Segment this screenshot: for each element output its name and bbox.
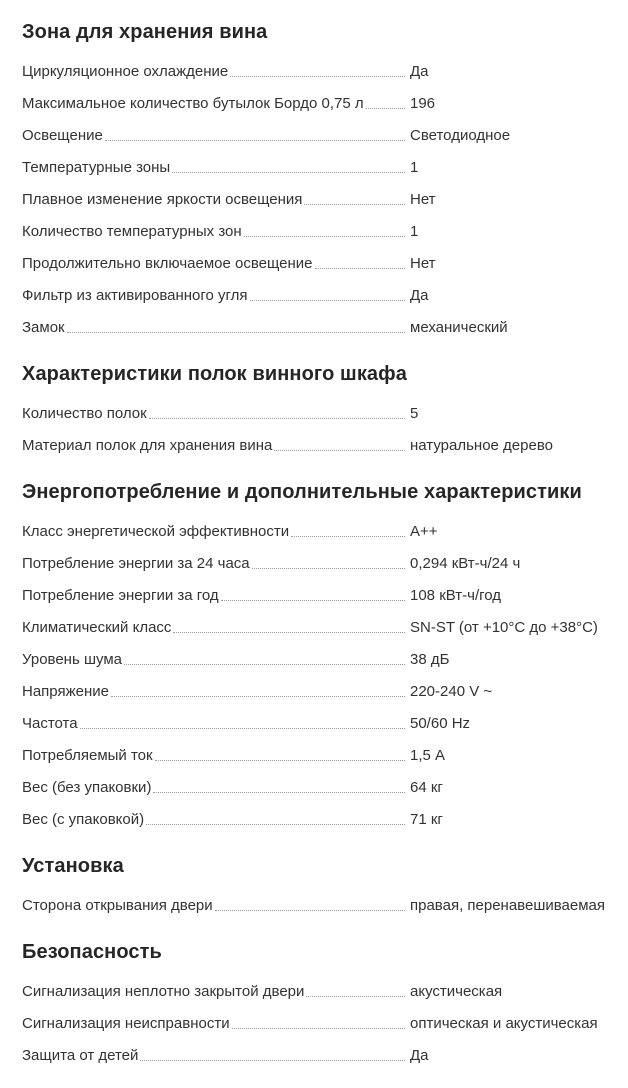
spec-value: 50/60 Hz (410, 715, 471, 732)
spec-value: 1 (410, 223, 419, 240)
leader-dots (291, 536, 405, 537)
spec-label: Защита от детей (22, 1047, 139, 1064)
section-rows (22, 522, 610, 830)
section-title: Характеристики полок винного шкафа (22, 363, 407, 385)
spec-row (22, 650, 610, 670)
spec-value: акустическая (410, 983, 503, 1000)
section-rows (22, 62, 610, 338)
leader-dots (173, 632, 405, 633)
spec-row-left (22, 982, 410, 1002)
spec-row-left (22, 714, 410, 734)
spec-row-left (22, 318, 410, 338)
spec-value: оптическая и акустическая (410, 1015, 598, 1032)
spec-row-left (22, 778, 410, 798)
spec-label: Сигнализация неисправности (22, 1015, 230, 1032)
spec-value: Да (410, 63, 429, 80)
spec-row (22, 190, 610, 210)
spec-row (22, 682, 610, 702)
spec-row-left (22, 586, 410, 606)
spec-row (22, 982, 610, 1002)
spec-row (22, 62, 610, 82)
leader-dots (124, 664, 405, 665)
spec-value: Нет (410, 191, 436, 208)
spec-row-left (22, 618, 410, 638)
spec-value: A++ (410, 523, 438, 540)
spec-row (22, 586, 610, 606)
leader-dots (111, 696, 405, 697)
spec-value: 5 (410, 405, 419, 422)
spec-row (22, 1046, 610, 1066)
leader-dots (221, 600, 405, 601)
spec-value: натуральное дерево (410, 437, 553, 454)
spec-row-left (22, 126, 410, 146)
spec-section (22, 20, 610, 338)
spec-row-left (22, 62, 410, 82)
spec-row (22, 746, 610, 766)
spec-row (22, 126, 610, 146)
spec-row-left (22, 682, 410, 702)
spec-value: 220-240 V ~ (410, 683, 493, 700)
spec-row (22, 404, 610, 424)
spec-value: Нет (410, 255, 436, 272)
leader-dots (250, 300, 405, 301)
spec-row (22, 554, 610, 574)
spec-value: механический (410, 319, 508, 336)
spec-row-left (22, 554, 410, 574)
leader-dots (252, 568, 405, 569)
leader-dots (80, 728, 405, 729)
section-rows (22, 982, 610, 1066)
spec-label: Частота (22, 715, 78, 732)
spec-row (22, 896, 610, 916)
spec-section (22, 940, 610, 1066)
leader-dots (155, 760, 405, 761)
spec-label: Климатический класс (22, 619, 172, 636)
spec-label: Продолжительно включаемое освещение (22, 255, 313, 272)
spec-value: 196 (410, 95, 436, 112)
spec-row (22, 254, 610, 274)
spec-label: Количество полок (22, 405, 147, 422)
spec-row (22, 522, 610, 542)
spec-value: Да (410, 1047, 429, 1064)
leader-dots (244, 236, 405, 237)
spec-row (22, 714, 610, 734)
spec-row (22, 810, 610, 830)
spec-row (22, 1014, 610, 1034)
spec-value: 1,5 А (410, 747, 446, 764)
spec-row-left (22, 158, 410, 178)
spec-row-left (22, 810, 410, 830)
section-title: Зона для хранения вина (22, 21, 268, 43)
section-rows (22, 896, 610, 916)
spec-label: Вес (с упаковкой) (22, 811, 145, 828)
spec-row (22, 318, 610, 338)
spec-label: Максимальное количество бутылок Бордо 0,75 л (22, 95, 364, 112)
spec-row-left (22, 404, 410, 424)
spec-value: 71 кг (410, 811, 443, 828)
spec-label: Сигнализация неплотно закрытой двери (22, 983, 305, 1000)
spec-label: Количество температурных зон (22, 223, 242, 240)
section-title: Энергопотребление и дополнительные характеристики (22, 481, 582, 503)
spec-label: Потребление энергии за 24 часа (22, 555, 250, 572)
spec-section (22, 480, 610, 830)
spec-row (22, 94, 610, 114)
leader-dots (315, 268, 405, 269)
spec-row (22, 222, 610, 242)
spec-label: Циркуляционное охлаждение (22, 63, 229, 80)
spec-row-left (22, 254, 410, 274)
spec-row-left (22, 222, 410, 242)
spec-row (22, 286, 610, 306)
spec-row-left (22, 1046, 410, 1066)
leader-dots (232, 1028, 405, 1029)
spec-value: правая, перенавешиваемая (410, 897, 605, 914)
spec-label: Уровень шума (22, 651, 122, 668)
spec-row-left (22, 436, 410, 456)
spec-value: 0,294 кВт-ч/24 ч (410, 555, 521, 572)
spec-row-left (22, 190, 410, 210)
leader-dots (172, 172, 405, 173)
spec-label: Потребляемый ток (22, 747, 153, 764)
spec-row-left (22, 94, 410, 114)
spec-row (22, 618, 610, 638)
spec-label: Напряжение (22, 683, 109, 700)
leader-dots (140, 1060, 405, 1061)
leader-dots (149, 418, 405, 419)
leader-dots (146, 824, 405, 825)
leader-dots (274, 450, 405, 451)
section-rows (22, 404, 610, 456)
leader-dots (153, 792, 405, 793)
spec-label: Плавное изменение яркости освещения (22, 191, 303, 208)
spec-label: Вес (без упаковки) (22, 779, 152, 796)
spec-value: 1 (410, 159, 419, 176)
spec-row-left (22, 746, 410, 766)
spec-row-left (22, 896, 410, 916)
section-title: Безопасность (22, 941, 162, 963)
spec-label: Температурные зоны (22, 159, 171, 176)
spec-value: Да (410, 287, 429, 304)
spec-label: Класс энергетической эффективности (22, 523, 290, 540)
leader-dots (306, 996, 405, 997)
leader-dots (366, 108, 405, 109)
spec-value: 108 кВт-ч/год (410, 587, 502, 604)
spec-value: SN-ST (от +10°C до +38°C) (410, 619, 598, 636)
spec-row (22, 158, 610, 178)
spec-label: Освещение (22, 127, 103, 144)
spec-value: Светодиодное (410, 127, 511, 144)
spec-value: 64 кг (410, 779, 443, 796)
spec-row-left (22, 286, 410, 306)
spec-row (22, 778, 610, 798)
spec-label: Замок (22, 319, 65, 336)
leader-dots (230, 76, 405, 77)
leader-dots (215, 910, 405, 911)
spec-value: 38 дБ (410, 651, 450, 668)
spec-row-left (22, 650, 410, 670)
spec-label: Потребление энергии за год (22, 587, 219, 604)
spec-label: Фильтр из активированного угля (22, 287, 248, 304)
leader-dots (67, 332, 405, 333)
spec-section (22, 854, 610, 916)
section-title: Установка (22, 855, 124, 877)
spec-row (22, 436, 610, 456)
spec-label: Материал полок для хранения вина (22, 437, 273, 454)
leader-dots (105, 140, 405, 141)
spec-row-left (22, 522, 410, 542)
spec-section (22, 362, 610, 456)
leader-dots (304, 204, 405, 205)
spec-row-left (22, 1014, 410, 1034)
spec-label: Сторона открывания двери (22, 897, 213, 914)
